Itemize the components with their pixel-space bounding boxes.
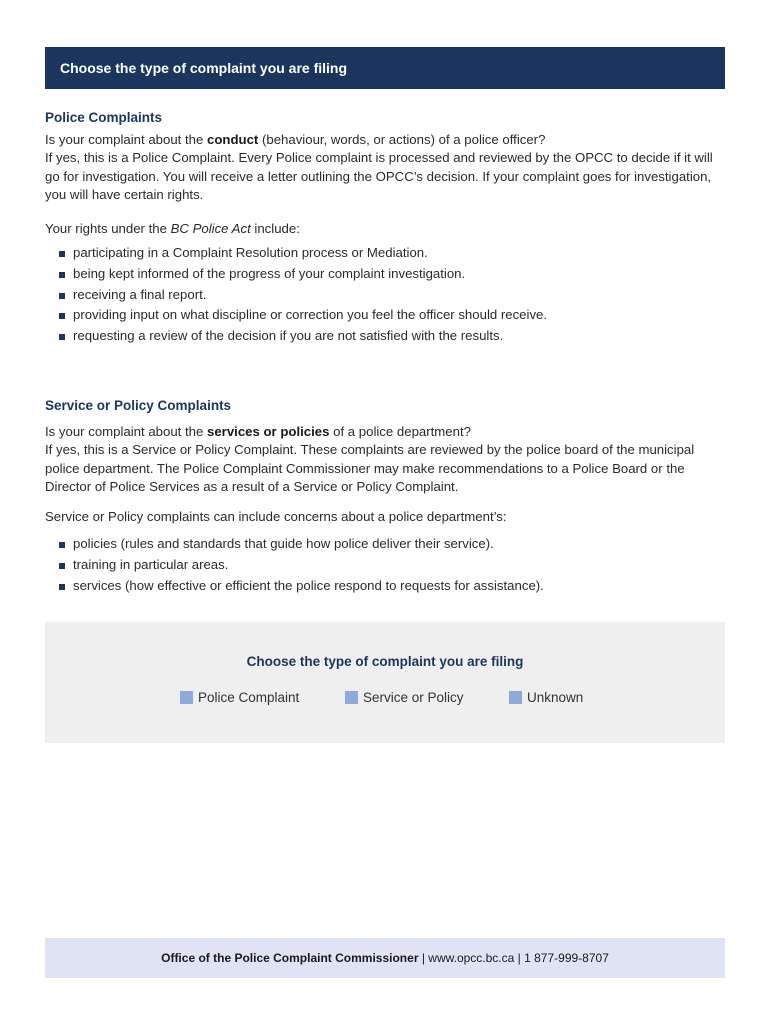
bullet-square-icon: [59, 563, 65, 569]
list-item: [45, 243, 725, 264]
service-question-post: of a police department?: [329, 424, 471, 439]
header-title: Choose the type of complaint you are filing: [60, 60, 348, 76]
service-body: If yes, this is a Service or Policy Complaint. These complaints are reviewed by the police board of the municipal police department. The Police Complaint Commissioner may make recommendations to a Police Board or the Director of Police Services as a result of a Service or Policy Complaint.: [45, 442, 695, 494]
rights-act: BC Police Act: [170, 221, 251, 236]
service-section-title: Service or Policy Complaints: [45, 398, 232, 413]
choice-title: Choose the type of complaint you are filing: [246, 654, 524, 669]
footer: [45, 938, 725, 978]
list-item-text: providing input on what discipline or correction you feel the officer should receive.: [73, 307, 548, 323]
option-service-or-policy[interactable]: [345, 690, 464, 705]
checkbox-unknown[interactable]: [509, 691, 522, 704]
police-question-bold: conduct: [207, 132, 259, 147]
police-section-title: Police Complaints: [45, 110, 163, 125]
option-unknown[interactable]: [509, 690, 583, 705]
police-rights-intro: [45, 220, 725, 239]
list-item: [45, 285, 725, 306]
list-item-text: being kept informed of the progress of your complaint investigation.: [73, 265, 466, 281]
police-rights-list: [45, 243, 725, 347]
service-intro: Service or Policy complaints can include concerns about a police department’s:: [45, 509, 507, 524]
rights-post: include:: [250, 221, 300, 236]
bullet-square-icon: [59, 584, 65, 590]
checkbox-police-complaint[interactable]: [180, 691, 193, 704]
footer-separator: |: [418, 951, 429, 965]
checkbox-service-or-policy[interactable]: [345, 691, 358, 704]
footer-website: www.opcc.bc.ca: [428, 951, 515, 965]
complaint-type-selector: [45, 622, 725, 743]
list-item-text: services (how effective or efficient the police respond to requests for assistance).: [73, 577, 544, 593]
list-item: [45, 576, 725, 597]
bullet-square-icon: [59, 334, 65, 340]
list-item: [45, 305, 725, 326]
list-item: [45, 326, 725, 347]
option-label: Service or Policy: [363, 690, 464, 705]
list-item: [45, 264, 725, 285]
list-item-text: requesting a review of the decision if you are not satisfied with the results.: [73, 328, 504, 344]
police-question-post: (behaviour, words, or actions) of a police officer?: [258, 132, 546, 147]
page-header: [45, 47, 725, 89]
service-question: [45, 423, 725, 442]
service-question-bold: services or policies: [207, 424, 330, 439]
list-item-text: participating in a Complaint Resolution process or Mediation.: [73, 245, 428, 260]
bullet-square-icon: [59, 251, 65, 257]
option-label: Police Complaint: [198, 690, 300, 705]
rights-pre: Your rights under the: [45, 221, 171, 236]
list-item: [45, 534, 725, 555]
bullet-square-icon: [59, 313, 65, 319]
list-item-text: training in particular areas.: [73, 556, 229, 572]
police-question-pre: Is your complaint about the: [45, 132, 208, 147]
list-item-text: receiving a final report.: [73, 286, 207, 302]
bullet-square-icon: [59, 293, 65, 299]
police-question: [45, 131, 725, 150]
bullet-square-icon: [59, 272, 65, 278]
service-concerns-list: [45, 534, 725, 596]
option-label: Unknown: [527, 690, 584, 705]
service-question-pre: Is your complaint about the: [45, 424, 208, 439]
list-item-text: policies (rules and standards that guide how police deliver their service).: [73, 536, 494, 551]
footer-phone: 1 877-999-8707: [524, 951, 609, 965]
footer-separator: |: [514, 951, 525, 965]
footer-org: Office of the Police Complaint Commissioner: [161, 951, 419, 965]
list-item: [45, 555, 725, 576]
bullet-square-icon: [59, 542, 65, 548]
police-body: If yes, this is a Police Complaint. Every Police complaint is processed and reviewed by the OPCC to decide if it will go for investigation. You will receive a letter outlining the OPCC’s decision. If your complaint goes for investigation, you will have certain rights.: [45, 150, 713, 202]
option-police-complaint[interactable]: [180, 690, 299, 705]
